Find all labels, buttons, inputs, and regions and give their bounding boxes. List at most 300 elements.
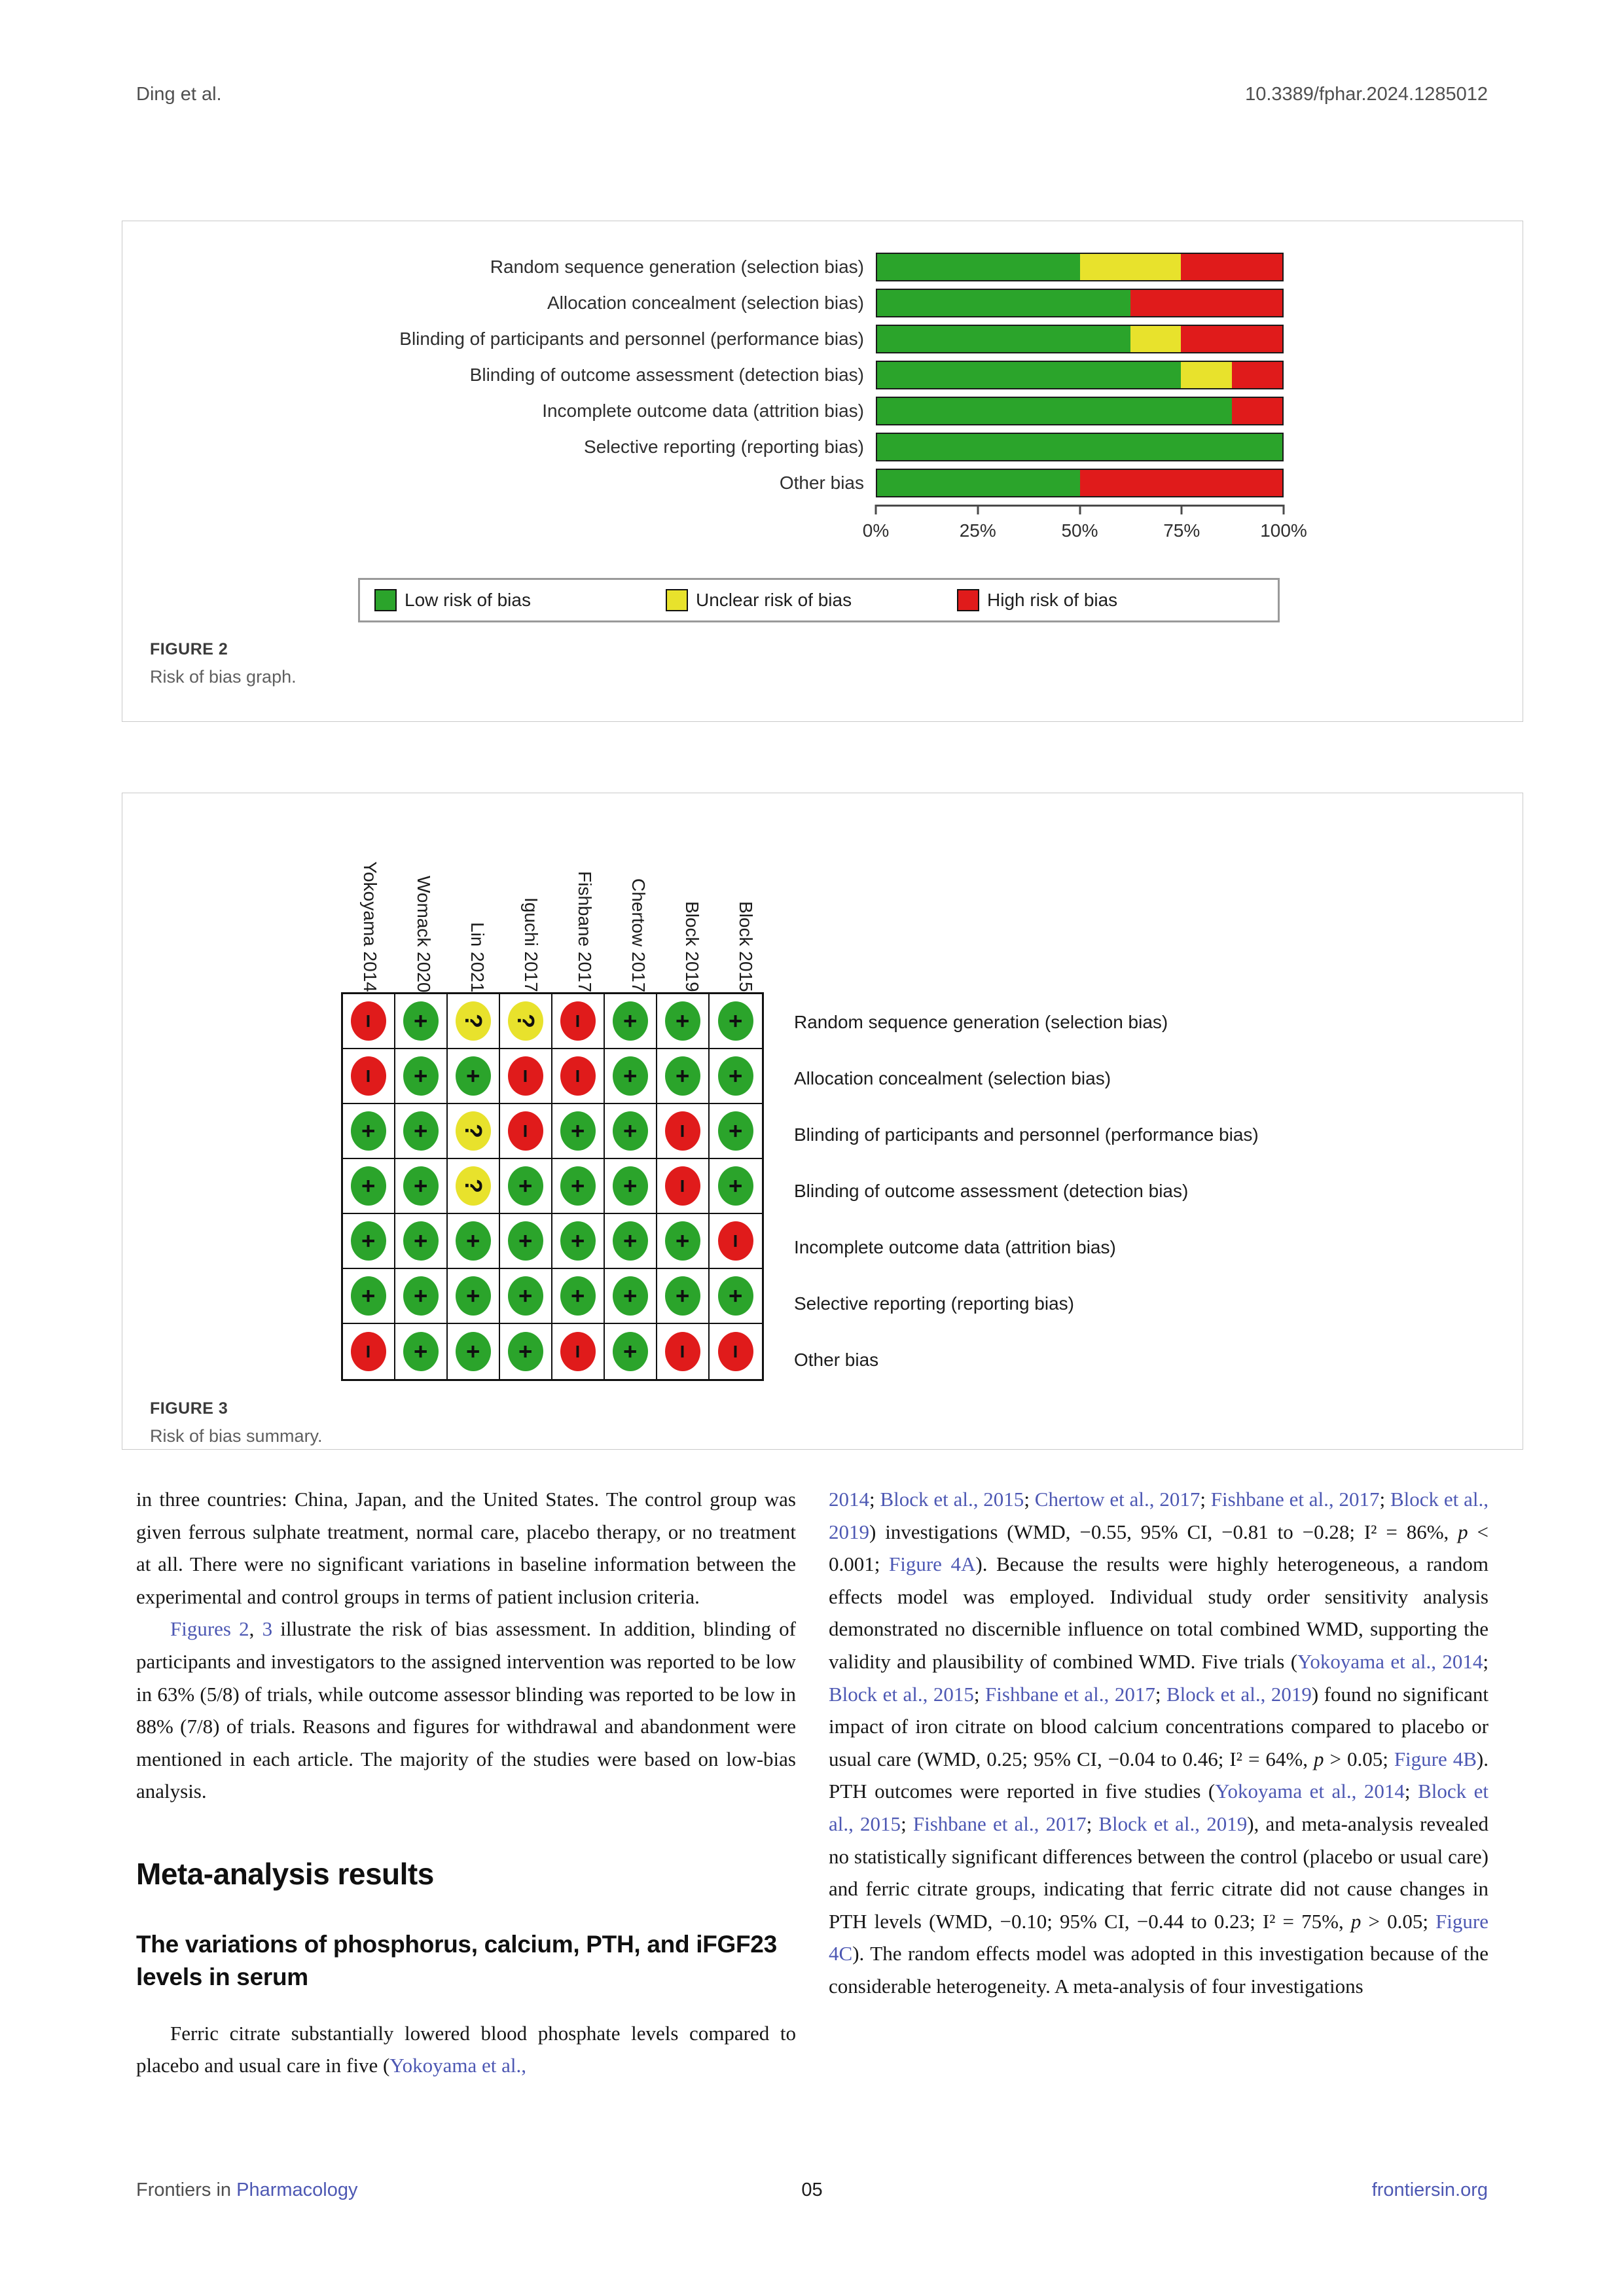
matrix-cell [448,1159,500,1214]
rob-segment-low [877,470,1080,496]
matrix-cell [710,1104,762,1159]
rob-category-label: Blinding of outcome assessment (detection bias) [469,365,864,385]
text-span: ; [1404,1780,1418,1803]
journal-name [136,2179,747,2201]
judgement-low-icon [508,1332,543,1371]
judgement-low-icon [665,1001,700,1041]
legend-label: High risk of bias [987,590,1118,610]
subsection-heading: The variations of phosphorus, calcium, PTH, and iFGF23 levels in serum [136,1930,777,1990]
text-span: ; [973,1682,986,1706]
axis-tick [1283,505,1285,514]
matrix-cell [657,1159,710,1214]
matrix-row-label: Random sequence generation (selection bias) [794,1012,1168,1032]
matrix-cell [343,1214,395,1269]
judgement-unclear-icon [456,1001,491,1041]
judgement-high-icon [351,1332,386,1371]
paragraph [136,2017,796,2082]
matrix-cell [395,1214,448,1269]
study-column-header [719,901,772,992]
matrix-cell [448,1049,500,1104]
matrix-cell [500,1269,552,1324]
matrix-cell [710,1049,762,1104]
rob-segment-unclear [1080,254,1182,280]
text-span: ; [901,1812,913,1835]
matrix-row-label: Incomplete outcome data (attrition bias) [794,1237,1116,1257]
judgement-symbol: + [565,1124,592,1138]
matrix-row [343,1159,762,1214]
matrix-cell [395,1104,448,1159]
risk-of-bias-graph [124,253,1307,547]
judgement-low-icon [613,1111,648,1151]
judgement-low-icon [403,1111,439,1151]
study-label: Block 2015 [736,901,756,992]
figure-label: FIGURE 3 [150,1399,228,1418]
matrix-cell [710,1324,762,1379]
judgement-high-icon [560,1001,596,1041]
matrix-cell [552,1104,605,1159]
judgement-symbol: + [723,1124,749,1138]
text-span: Ferric citrate substantially lowered blood phosphate levels compared to placebo and usual care in five ( [136,2021,796,2077]
judgement-symbol: + [408,1014,435,1028]
judgement-low-icon [613,1221,648,1261]
judgement-low-icon [508,1221,543,1261]
matrix-cell [395,994,448,1049]
page-number: 05 [801,2179,823,2200]
judgement-high-icon [718,1221,753,1261]
matrix-cell [395,1324,448,1379]
axis-tick-label: 25% [959,520,996,541]
text-span: ; [1024,1488,1035,1511]
rob-row [124,469,1284,497]
figure3-caption [150,1399,323,1446]
right-column [829,1483,1489,2082]
matrix-cell [500,994,552,1049]
matrix-cell [500,1049,552,1104]
judgement-symbol: + [617,1069,644,1083]
judgement-symbol: + [460,1234,487,1248]
citation-link[interactable]: Block et al., 2015 [880,1488,1024,1511]
low-risk-swatch-icon [374,589,397,611]
matrix-cell [343,1104,395,1159]
judgement-symbol: − [355,1014,382,1028]
axis-tick-label: 0% [862,520,890,541]
rob-category-label: Other bias [779,473,864,493]
judgement-low-icon [718,1111,753,1151]
text-span: , [249,1617,262,1641]
judgement-symbol: − [670,1124,696,1138]
matrix-cell [343,1049,395,1104]
matrix-row [343,1104,762,1159]
study-column-header [611,878,665,992]
matrix-cell [552,1214,605,1269]
judgement-low-icon [718,1166,753,1206]
matrix-cell [395,1159,448,1214]
text-span: ; [1200,1488,1211,1511]
article-body [136,1483,1489,2082]
matrix-cell [657,1049,710,1104]
citation-link[interactable]: 2014 [829,1488,869,1511]
rob-segment-low [877,254,1080,280]
axis-tick [977,505,979,514]
rob-segment-low [877,362,1181,388]
legend-label: Unclear risk of bias [696,590,852,610]
matrix-cell [552,1159,605,1214]
judgement-symbol: + [460,1069,487,1083]
matrix-cell [710,1159,762,1214]
rob-axis [862,505,1307,547]
text-span: ) investigations (WMD, −0.55, 95% CI, −0.81 to −0.28; I² = 86%, [869,1520,1458,1543]
judgement-symbol: + [408,1289,435,1303]
rob-bar [876,469,1284,497]
judgement-low-icon [560,1166,596,1206]
citation-link[interactable]: Block et al., 2015 [829,1682,974,1706]
citation-link[interactable]: Figures 2 [170,1617,249,1641]
judgement-low-icon [351,1111,386,1151]
judgement-high-icon [508,1111,543,1151]
high-risk-swatch-icon [957,589,979,611]
matrix-row-label: Blinding of outcome assessment (detection bias) [794,1181,1189,1201]
study-header-row [341,817,772,992]
judgement-unclear-icon [508,1001,543,1041]
judgement-low-icon [508,1166,543,1206]
judgement-unclear-icon [456,1166,491,1206]
text-span: > 0.05; [1361,1909,1436,1933]
matrix-cell [605,1214,657,1269]
judgement-symbol: + [355,1234,382,1248]
page-header [136,84,1488,105]
rob-bar [876,397,1284,425]
study-label: Chertow 2017 [628,878,649,992]
rob-segment-high [1080,470,1283,496]
publisher-site-link[interactable]: frontiersin.org [1371,2179,1488,2200]
judgement-symbol: + [617,1289,644,1303]
citation-link[interactable]: Figure 4B [1394,1747,1477,1770]
rob-bar [876,325,1284,353]
text-span: ; [1483,1649,1489,1673]
study-column-header [343,861,397,992]
judgement-low-icon [718,1056,753,1096]
legend-item [666,589,957,611]
matrix-cell [552,1324,605,1379]
section-heading: Meta-analysis results [136,1856,434,1891]
matrix-cell [710,1214,762,1269]
paragraph [136,1483,796,1613]
matrix-cell [500,1159,552,1214]
text-span: p [1314,1747,1324,1770]
judgement-low-icon [613,1332,648,1371]
rob-bar [876,253,1284,281]
judgement-high-icon [665,1166,700,1206]
judgement-symbol: − [565,1014,592,1028]
judgement-symbol: ? [460,1179,487,1193]
judgement-high-icon [560,1056,596,1096]
matrix-row-label: Allocation concealment (selection bias) [794,1068,1111,1088]
rob-row [124,361,1284,389]
judgement-low-icon [403,1056,439,1096]
judgement-symbol: + [513,1289,539,1303]
paragraph [829,1483,1489,2003]
matrix-row [343,1214,762,1269]
matrix-cell [605,1324,657,1379]
rob-category-label: Selective reporting (reporting bias) [584,437,864,457]
judgement-low-icon [560,1111,596,1151]
judgement-low-icon [665,1221,700,1261]
matrix-cell [552,1269,605,1324]
rob-category-label: Incomplete outcome data (attrition bias) [542,401,864,421]
judgement-symbol: + [723,1069,749,1083]
judgement-high-icon [351,1001,386,1041]
paragraph [136,1613,796,1808]
rob-segment-unclear [1181,362,1231,388]
matrix-cell [500,1214,552,1269]
axis-tick [1181,505,1183,514]
judgement-symbol: + [565,1289,592,1303]
judgement-symbol: + [617,1179,644,1193]
judgement-symbol: − [565,1069,592,1083]
text-span: < 0.001; [829,1520,1489,1576]
matrix-row-label: Blinding of participants and personnel (performance bias) [794,1124,1259,1145]
judgement-symbol: − [723,1344,749,1359]
judgement-symbol: − [723,1234,749,1248]
judgement-low-icon [613,1056,648,1096]
running-author: Ding et al. [136,84,222,105]
judgement-symbol: + [513,1344,539,1359]
judgement-symbol: ? [513,1014,539,1028]
matrix-row [343,1324,762,1379]
text-span: ). Because the results were highly heterogeneous, a random effects model was employed. Individual study order sensitivity analysis demonstrated no discernible influence on total combined WMD, supporting the validity and plausibility of combined WMD. Five trials ( [829,1552,1489,1673]
judgement-low-icon [351,1276,386,1316]
judgement-symbol: + [617,1014,644,1028]
matrix-row-label: Other bias [794,1350,879,1370]
matrix-cell [395,1049,448,1104]
judgement-unclear-icon [456,1111,491,1151]
citation-link[interactable]: 3 [262,1617,273,1641]
legend-item [957,589,1248,611]
judgement-symbol: − [670,1179,696,1193]
unclear-risk-swatch-icon [666,589,688,611]
judgement-low-icon [456,1332,491,1371]
judgement-symbol: − [670,1344,696,1359]
judgement-high-icon [560,1332,596,1371]
judgement-low-icon [351,1221,386,1261]
matrix-row-labels [794,994,1259,1388]
matrix-cell [343,1159,395,1214]
judgement-symbol: + [723,1014,749,1028]
judgement-low-icon [403,1276,439,1316]
judgement-symbol: + [408,1234,435,1248]
judgement-symbol: + [670,1234,696,1248]
judgement-low-icon [403,1166,439,1206]
rob-row [124,289,1284,317]
matrix-cell [448,994,500,1049]
text-span: ). The random effects model was adopted in this investigation because of the considerable heterogeneity. A meta-analysis of four investigations [829,1942,1489,1998]
judgement-symbol: + [460,1344,487,1359]
matrix-row-label: Selective reporting (reporting bias) [794,1293,1074,1314]
rob-row [124,433,1284,461]
judgement-symbol: ? [460,1014,487,1028]
study-label: Iguchi 2017 [521,897,541,992]
rob-category-label: Random sequence generation (selection bias) [490,257,864,277]
judgement-low-icon [403,1221,439,1261]
matrix-cell [448,1214,500,1269]
matrix-cell [605,1269,657,1324]
legend-item [374,589,666,611]
rob-segment-high [1232,398,1282,424]
judgement-low-icon [613,1276,648,1316]
citation-link[interactable]: Yokoyama et al., 2014 [1215,1780,1405,1803]
judgement-low-icon [456,1056,491,1096]
citation-link[interactable]: Figure 4C [829,1909,1489,1965]
matrix-cell [395,1269,448,1324]
matrix-cell [343,994,395,1049]
study-label: Lin 2021 [467,922,488,992]
matrix-cell [500,1324,552,1379]
matrix-cell [552,994,605,1049]
judgement-symbol: + [460,1289,487,1303]
study-column-header [450,922,504,992]
page-footer [136,2179,1488,2201]
axis-tick-label: 100% [1260,520,1307,541]
citation-link[interactable]: Block et al., 2019 [1098,1812,1248,1835]
judgement-low-icon [665,1276,700,1316]
rob-row [124,397,1284,425]
citation-link[interactable]: Fishbane et al., 2017 [985,1682,1155,1706]
citation-link[interactable]: Block et al., 2019 [829,1488,1489,1543]
judgement-high-icon [665,1111,700,1151]
text-span: > 0.05; [1324,1747,1394,1770]
rob-category-label: Blinding of participants and personnel (performance bias) [399,329,864,349]
text-span: p [1458,1520,1468,1543]
rob-segment-low [877,326,1130,352]
judgement-symbol: + [565,1234,592,1248]
text-span: ; [1155,1682,1166,1706]
judgement-symbol: + [723,1179,749,1193]
judgement-low-icon [403,1001,439,1041]
matrix-row [343,994,762,1049]
judgement-low-icon [456,1221,491,1261]
judgement-symbol: + [670,1014,696,1028]
citation-link[interactable]: Fishbane et al., 2017 [1210,1488,1380,1511]
judgement-symbol: − [355,1069,382,1083]
judgement-symbol: − [513,1069,539,1083]
journal-prefix: Frontiers in [136,2179,232,2200]
citation-link[interactable]: Block et al., 2019 [1166,1682,1312,1706]
study-label: Yokoyama 2014 [360,861,380,992]
matrix-row [343,1269,762,1324]
matrix-cell [657,1214,710,1269]
rob-row [124,325,1284,353]
judgement-symbol: + [617,1124,644,1138]
risk-of-bias-summary [341,817,772,1381]
rob-bar [876,361,1284,389]
citation-link[interactable]: Yokoyama et al., 2014 [1297,1649,1483,1673]
text-span: ; [1086,1812,1099,1835]
text-span: ). PTH outcomes were reported in five studies ( [829,1747,1489,1803]
rob-category-label: Allocation concealment (selection bias) [547,293,864,313]
citation-link[interactable]: Yokoyama et al., [389,2054,526,2077]
matrix-cell [657,994,710,1049]
axis-tick-label: 75% [1163,520,1200,541]
study-label: Fishbane 2017 [575,870,595,992]
matrix-cell [605,1049,657,1104]
doi: 10.3389/fphar.2024.1285012 [1245,84,1488,105]
rob-segment-low [877,434,1282,460]
judgement-low-icon [665,1056,700,1096]
judgement-symbol: + [408,1069,435,1083]
judgement-symbol: ? [460,1124,487,1138]
judgement-low-icon [508,1276,543,1316]
citation-link[interactable]: Block et al., 2015 [829,1780,1489,1835]
judgement-high-icon [351,1056,386,1096]
rob-segment-high [1181,254,1282,280]
judgement-low-icon [560,1221,596,1261]
figure2-caption [150,640,297,687]
rob-segment-high [1181,326,1282,352]
citation-link[interactable]: Figure 4A [888,1552,976,1576]
rob-bar [876,289,1284,317]
judgement-low-icon [613,1166,648,1206]
study-column-header [665,901,719,992]
rob-graph-rows [124,253,1284,497]
left-column [136,1483,796,2082]
rob-segment-low [877,398,1232,424]
study-label: Block 2019 [682,901,702,992]
figure2-panel [122,221,1523,722]
figure3-panel [122,793,1523,1450]
judgement-symbol: + [408,1124,435,1138]
text-span: ; [1379,1488,1390,1511]
text-span: illustrate the risk of bias assessment. In addition, blinding of participants and investigators to the assigned intervention was reported to be low in 63% (5/8) of trials, while outcome assessor blinding was reported to be low in 88% (7/8) of trials. Reasons and figures for withdrawal and abandonment were mentioned in each article. The majority of the studies were based on low-bias analysis. [136,1617,797,1803]
text-span: ; [869,1488,880,1511]
judgement-symbol: − [513,1124,539,1138]
judgement-low-icon [613,1001,648,1041]
judgement-symbol: + [617,1344,644,1359]
rob-segment-low [877,290,1130,316]
matrix-cell [710,994,762,1049]
matrix-row [343,1049,762,1104]
matrix-cell [605,1104,657,1159]
citation-link[interactable]: Fishbane et al., 2017 [912,1812,1087,1835]
matrix-cell [605,1159,657,1214]
study-label: Womack 2020 [414,875,434,992]
rob-segment-high [1130,290,1282,316]
matrix-cell [500,1104,552,1159]
matrix-cell [657,1269,710,1324]
matrix-cell [657,1104,710,1159]
judgement-low-icon [403,1332,439,1371]
journal-title-link[interactable]: Pharmacology [236,2179,358,2200]
judgement-symbol: + [670,1069,696,1083]
citation-link[interactable]: Chertow et al., 2017 [1034,1488,1200,1511]
matrix-cell [605,994,657,1049]
rob-segment-unclear [1130,326,1181,352]
figure-caption-text: Risk of bias graph. [150,667,297,687]
judgement-grid [341,992,764,1381]
matrix-cell [448,1269,500,1324]
rob-row [124,253,1284,281]
figure-caption-text: Risk of bias summary. [150,1426,323,1446]
judgement-low-icon [718,1276,753,1316]
matrix-cell [657,1324,710,1379]
text-span: in three countries: China, Japan, and the United States. The control group was given ferrous sulphate treatment, normal care, placebo therapy, or no treatment at all. There were no significant variations in baseline information between the experimental and control groups in terms of patient inclusion criteria. [136,1488,796,1608]
axis-tick [875,505,877,514]
judgement-symbol: + [513,1234,539,1248]
matrix-cell [343,1269,395,1324]
judgement-symbol: + [617,1234,644,1248]
judgement-high-icon [508,1056,543,1096]
judgement-symbol: + [408,1344,435,1359]
rob-segment-high [1232,362,1282,388]
